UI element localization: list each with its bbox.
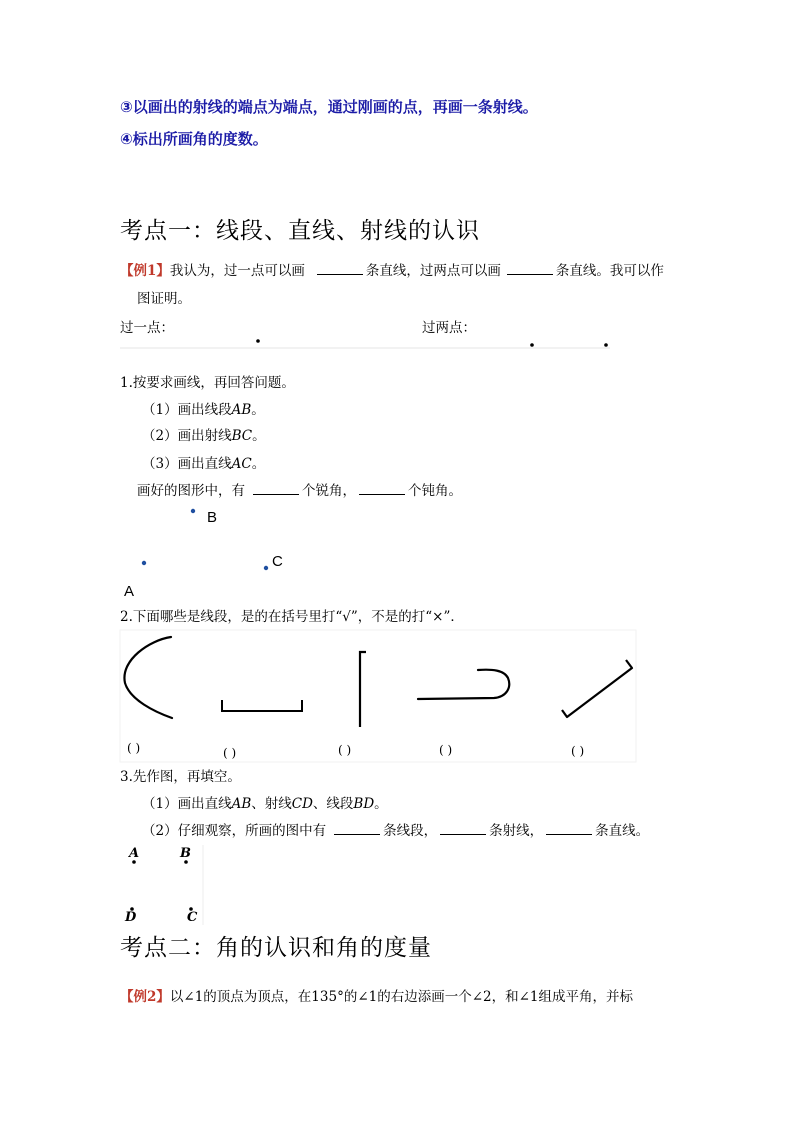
answer-paren-2[interactable]: ( ) <box>223 746 237 760</box>
q1-answer: 画好的图形中，有 个锐角， 个钝角。 <box>137 483 462 499</box>
answer-paren-3[interactable]: ( ) <box>338 743 352 757</box>
section1-title: 考点一：线段、直线、射线的认识 <box>120 218 480 244</box>
example2-tag: 【例2】 <box>120 989 170 1005</box>
q2-intro: 2.下面哪些是线段，是的在括号里打“√”，不是的打“×”． <box>120 609 464 625</box>
label-two-points: 过两点： <box>422 320 476 336</box>
step-4: ④标出所画角的度数。 <box>120 130 268 148</box>
label-one-point: 过一点： <box>120 320 174 336</box>
point-label-b: B <box>180 846 191 861</box>
example2-text: 【例2】以∠1的顶点为顶点，在135°的∠1的右边添画一个∠2，和∠1组成平角，并标 <box>120 989 634 1005</box>
example1-tag: 【例1】 <box>120 263 170 279</box>
q3-intro: 3.先作图，再填空。 <box>120 769 241 785</box>
step-3: ③以画出的射线的端点为端点，通过刚画的点，再画一条射线。 <box>120 98 538 116</box>
answer-paren-1[interactable]: ( ) <box>127 741 141 755</box>
point-label-d: D <box>125 910 137 925</box>
section2-title: 考点二：角的认识和角的度量 <box>120 935 432 961</box>
q1-item-1: （1）画出线段AB。 <box>142 402 265 418</box>
answer-paren-5[interactable]: ( ) <box>571 744 585 758</box>
point-label-c: C <box>187 910 198 925</box>
point-label-a: A <box>129 846 140 861</box>
point-label-c: C <box>272 553 283 570</box>
q3-item-1: （1）画出直线AB、射线CD、线段BD。 <box>142 796 388 812</box>
point-label-b: B <box>207 509 218 526</box>
answer-paren-4[interactable]: ( ) <box>439 743 453 757</box>
q1-intro: 1.按要求画线，再回答问题。 <box>120 375 295 391</box>
q1-item-3: （3）画出直线AC。 <box>142 456 266 472</box>
example1-text: 【例1】我认为，过一点可以画 条直线，过两点可以画 条直线。我可以作 <box>120 263 664 279</box>
point-label-a: A <box>124 583 135 600</box>
q3-item-2: （2）仔细观察，所画的图中有 条线段， 条射线， 条直线。 <box>142 823 650 839</box>
q1-item-2: （2）画出射线BC。 <box>142 428 266 444</box>
example1-text-cont: 图证明。 <box>137 291 191 307</box>
